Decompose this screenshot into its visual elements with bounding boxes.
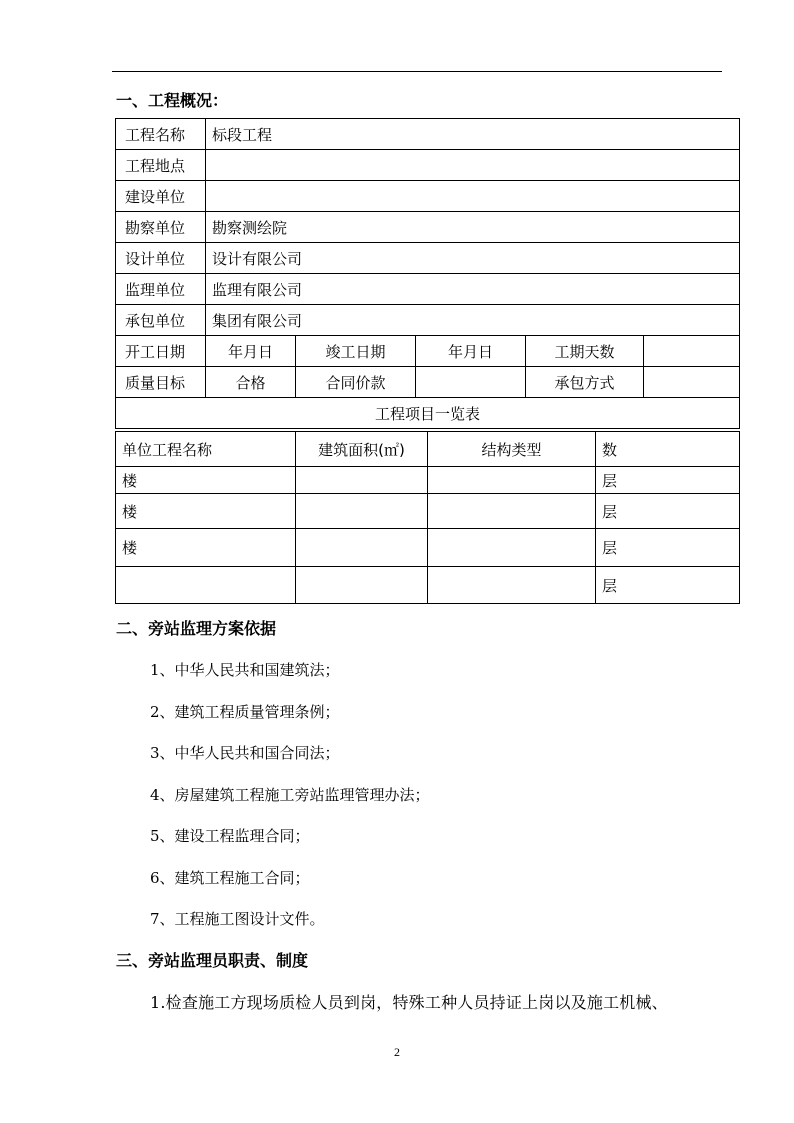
floors: 层: [596, 494, 740, 529]
basis-item: 6、建筑工程施工合同；: [150, 869, 310, 887]
table-row: [116, 150, 740, 181]
row-value: [206, 181, 740, 212]
page-number: 2: [394, 1045, 400, 1059]
table-row: [116, 467, 740, 494]
project-list-title-row: [116, 398, 740, 429]
unit-name: [116, 567, 296, 604]
contract-mode-value: [644, 367, 740, 398]
row-value: [206, 150, 740, 181]
contract-mode-label: 承包方式: [526, 367, 644, 398]
unit-name: 楼: [116, 467, 296, 494]
structure-type: [428, 567, 596, 604]
basis-item: 7、工程施工图设计文件。: [150, 910, 325, 928]
row-label: 勘察单位: [116, 212, 206, 243]
table-row: [116, 567, 740, 604]
floor-area: [296, 494, 428, 529]
table-row: [116, 212, 740, 243]
basis-item: 5、建设工程监理合同；: [150, 827, 310, 845]
date-row: [116, 336, 740, 367]
basis-item: 4、房屋建筑工程施工旁站监理管理办法；: [150, 786, 430, 804]
end-date-value: 年月日: [416, 336, 526, 367]
quality-value: 合格: [206, 367, 296, 398]
row-value: 勘察测绘院: [206, 212, 740, 243]
floors: 层: [596, 567, 740, 604]
row-label: 工程地点: [116, 150, 206, 181]
row-label: 工程名称: [116, 119, 206, 150]
row-label: 设计单位: [116, 243, 206, 274]
unit-name: 楼: [116, 494, 296, 529]
unit-name: 楼: [116, 529, 296, 567]
structure-type: [428, 467, 596, 494]
row-label: 监理单位: [116, 274, 206, 305]
section-heading-duties: 三、旁站监理员职责、制度: [116, 951, 309, 970]
table-row: [116, 494, 740, 529]
section-heading-overview: 一、工程概况：: [116, 91, 229, 110]
header-rule: [112, 71, 722, 72]
floor-area: [296, 529, 428, 567]
basis-item: 3、中华人民共和国合同法；: [150, 744, 340, 762]
duration-label: 工期天数: [526, 336, 644, 367]
project-list-title: 工程项目一览表: [116, 398, 740, 429]
structure-type: [428, 529, 596, 567]
table-row: [116, 274, 740, 305]
quality-row: [116, 367, 740, 398]
row-value: 监理有限公司: [206, 274, 740, 305]
floors: 层: [596, 467, 740, 494]
duties-paragraph: 1.检查施工方现场质检人员到岗，特殊工种人员持证上岗以及施工机械、: [150, 993, 668, 1012]
table-row: [116, 181, 740, 212]
project-list-table: [115, 431, 740, 604]
table-row: [116, 119, 740, 150]
header-floor-area: 建筑面积(㎡): [296, 432, 428, 467]
project-header-row: [116, 432, 740, 467]
table-row: [116, 529, 740, 567]
basis-item: 2、建筑工程质量管理条例；: [150, 703, 340, 721]
duration-value: [644, 336, 740, 367]
basis-item: 1、中华人民共和国建筑法；: [150, 661, 340, 679]
row-value: 集团有限公司: [206, 305, 740, 336]
header-unit-name: 单位工程名称: [116, 432, 296, 467]
floor-area: [296, 467, 428, 494]
row-value: 设计有限公司: [206, 243, 740, 274]
table-row: [116, 305, 740, 336]
section-heading-basis: 二、旁站监理方案依据: [116, 619, 277, 638]
project-overview-table: [115, 118, 740, 429]
contract-price-value: [416, 367, 526, 398]
table-row: [116, 243, 740, 274]
floors: 层: [596, 529, 740, 567]
end-date-label: 竣工日期: [296, 336, 416, 367]
start-date-value: 年月日: [206, 336, 296, 367]
header-count: 数: [596, 432, 740, 467]
row-value: 标段工程: [206, 119, 740, 150]
start-date-label: 开工日期: [116, 336, 206, 367]
floor-area: [296, 567, 428, 604]
row-label: 承包单位: [116, 305, 206, 336]
structure-type: [428, 494, 596, 529]
row-label: 建设单位: [116, 181, 206, 212]
quality-label: 质量目标: [116, 367, 206, 398]
contract-price-label: 合同价款: [296, 367, 416, 398]
header-structure-type: 结构类型: [428, 432, 596, 467]
